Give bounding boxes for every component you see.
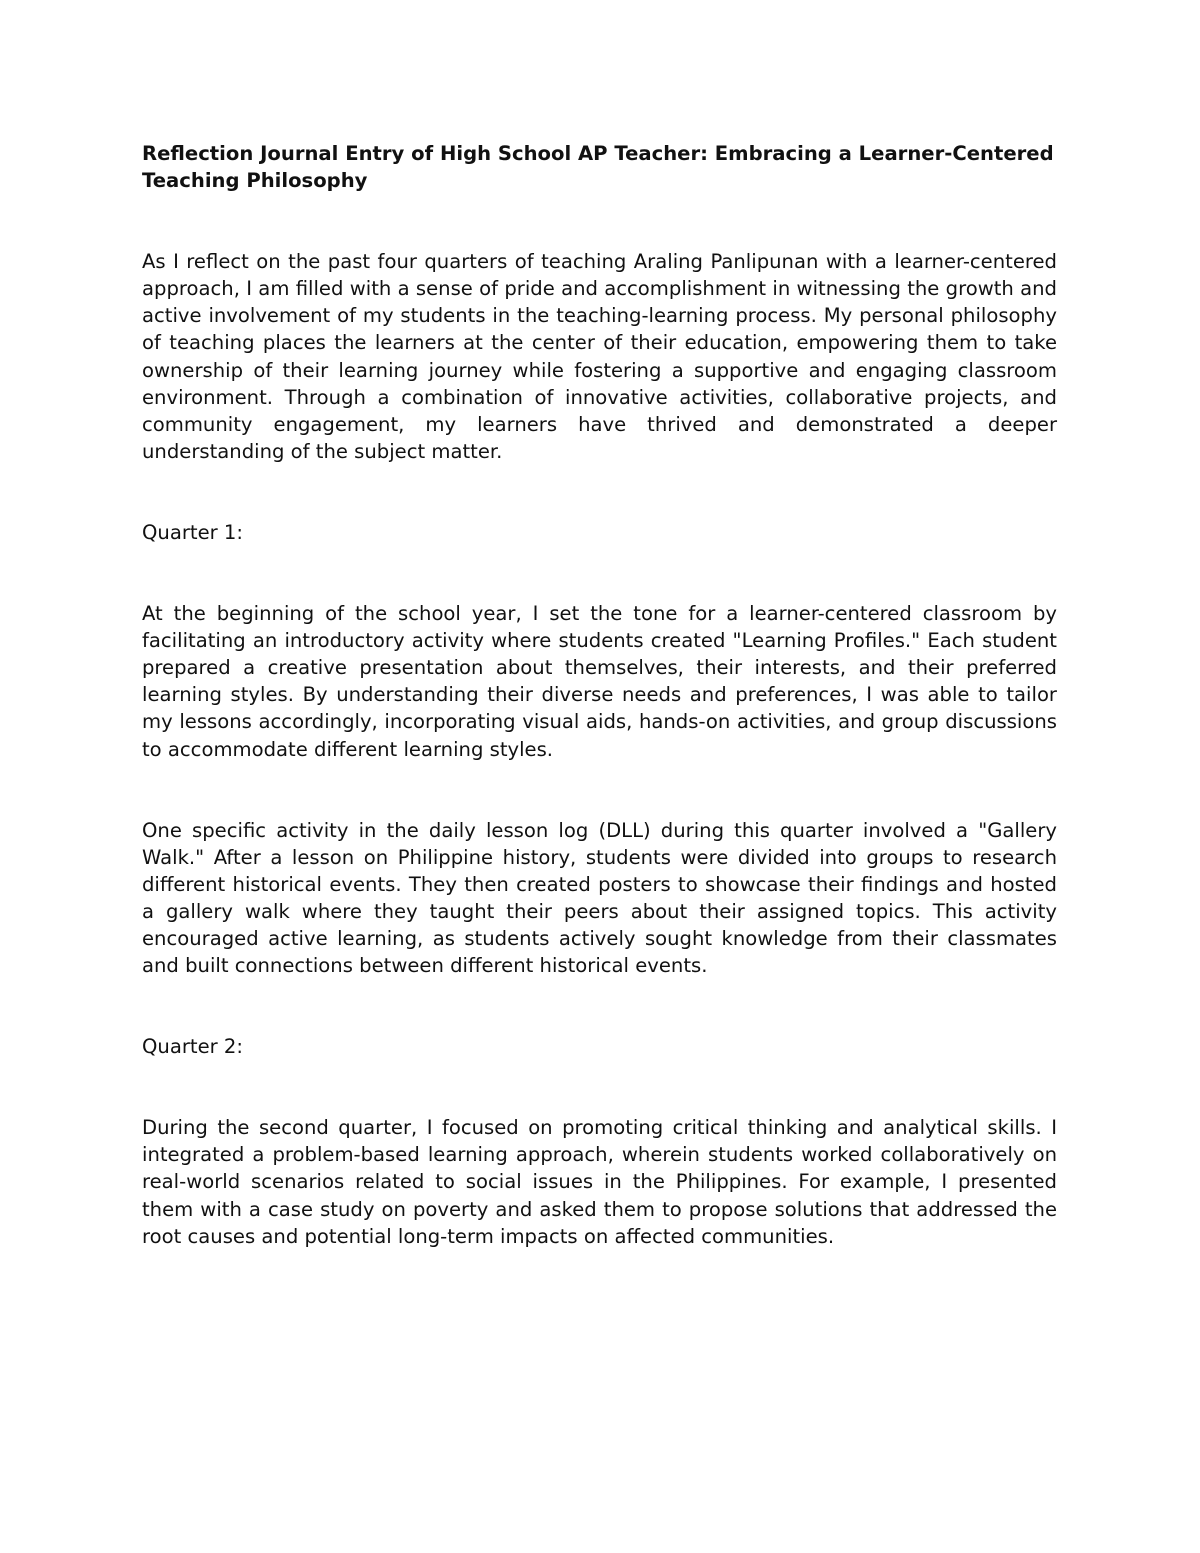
spacer bbox=[142, 194, 1057, 248]
spacer bbox=[142, 979, 1057, 1033]
quarter-2-heading: Quarter 2: bbox=[142, 1035, 243, 1059]
quarter-1-paragraph-2: One specific activity in the daily lesson log (DLL) during this quarter involved a "Gallery Walk." After a lesson on Philippine history, students were divided into groups to research different historical events. They then created posters to showcase their findings and hosted a gallery walk where they taught their peers about their assigned topics. This activity encouraged active learning, as students actively sought knowledge from their classmates and built connections between different historical events. bbox=[142, 818, 1057, 978]
quarter-1-heading: Quarter 1: bbox=[142, 520, 243, 544]
spacer bbox=[142, 1060, 1057, 1114]
spacer bbox=[142, 465, 1057, 519]
document-body bbox=[142, 140, 1057, 1250]
spacer bbox=[142, 763, 1057, 817]
document-title: Reflection Journal Entry of High School AP Teacher: Embracing a Learner-Centered Teaching Philosophy bbox=[142, 142, 1054, 193]
quarter-1-paragraph-1: At the beginning of the school year, I set the tone for a learner-centered classroom by facilitating an introductory activity where students created "Learning Profiles." Each student prepared a creative presentation about themselves, their interests, and their preferred learning styles. By understanding their diverse needs and preferences, I was able to tailor my lessons accordingly, incorporating visual aids, hands-on activities, and group discussions to accommodate different learning styles. bbox=[142, 602, 1057, 761]
intro-paragraph: As I reflect on the past four quarters of teaching Araling Panlipunan with a learner-centered approach, I am filled with a sense of pride and accomplishment in witnessing the growth and active involvement of my students in the teaching-learning process. My personal philosophy of teaching places the learners at the center of their education, empowering them to take ownership of their learning journey while fostering a supportive and engaging classroom environment. Through a combination of innovative activities, collaborative projects, and community engagement, my learners have thrived and demonstrated a deeper understanding of the subject matter. bbox=[142, 250, 1057, 463]
quarter-2-paragraph-1: During the second quarter, I focused on promoting critical thinking and analytical skills. I integrated a problem-based learning approach, wherein students worked collaboratively on real-world scenarios related to social issues in the Philippines. For example, I presented them with a case study on poverty and asked them to propose solutions that addressed the root causes and potential long-term impacts on affected communities. bbox=[142, 1116, 1057, 1248]
spacer bbox=[142, 546, 1057, 600]
